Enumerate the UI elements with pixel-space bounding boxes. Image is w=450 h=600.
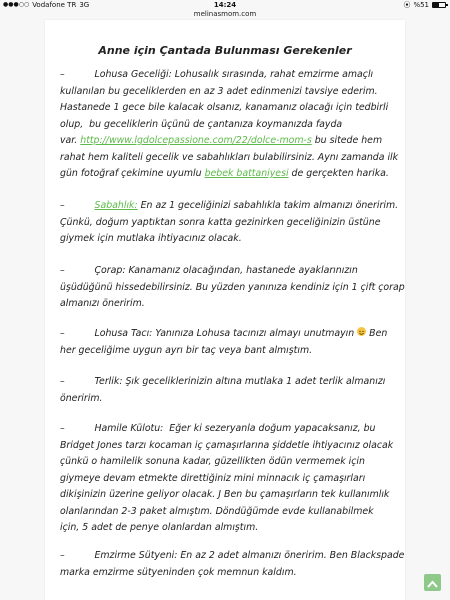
text-line: – Lohusa Geceliği: Lohusalık sırasında, rahat emzirme amaçlı [60,69,374,80]
article-page [45,20,405,600]
paragraph-lohusa-taci [60,326,398,359]
text-line: – Emzirme Sütyeni: En az 2 adet almanızı öneririm. Ben Blackspade [60,550,405,561]
text-line: her geceliğime uygun ayrı bir taç veya bant almıştım. [60,344,313,356]
battery-icon [432,2,446,8]
text-line: öneririm. [60,392,103,404]
paragraph-hamile-kulotu [60,421,398,537]
article-title: Anne için Çantada Bulunması Gerekenler [98,44,352,57]
text-line: gün fotoğraf çekimine uyumlu [60,168,205,179]
paragraph-terlik [60,374,398,407]
status-time: 14:24 [213,1,237,9]
network-type: 3G [79,1,90,9]
paragraph-sabahlik [60,198,398,248]
shop-link[interactable]: http://www.lgdolcepassione.com/22/dolce-mom-s [80,135,312,146]
paragraph-corap [60,263,405,313]
smiley-icon [357,327,366,336]
text-line: çünkü o hamilelik sonuna kadar, güzellikten ödün vermemek için [60,456,365,467]
chevron-up-icon [427,573,438,592]
text-line: – Çorap: Kanamanız olacağından, hastanede ayaklarınızın [60,265,358,276]
text-line: de gerçekten harika. [288,168,389,179]
paragraph-emzirme-sutyeni [60,548,405,581]
text-line: Bridget Jones tarzı kocaman iç çamaşırlarına şiddetle ihtiyacınız olacak [60,439,394,451]
status-right [403,0,446,10]
text-line: için, 5 adet de penye olanlardan almıştım. [60,522,259,533]
text-line: almanızı öneririm. [60,298,145,309]
paragraph-lohusa-geceligi [60,67,398,183]
text-line: olup, bu geceliklerin üçünü de çantanıza koymanızda fayda [60,118,343,130]
text-line: – Lohusa Tacı: Yanınıza Lohusa tacınızı almayı unutmayın [60,328,358,339]
text-line: – Terlik: Şık geceliklerinizin altına mutlaka 1 adet terlik almanızı [60,376,386,387]
text-line: En az 1 geceliğinizi sabahlıkla takim almanızı öneririm. [137,200,399,211]
scroll-to-top-button[interactable] [424,574,441,591]
text-line: – [60,200,95,211]
baby-blanket-link[interactable]: bebek battaniyesi [204,168,289,179]
text-line: dikişinizin üzerine geliyor olacak. J Ben bu çamaşırların tek kullanımlık [60,489,390,500]
text-line: Çünkü, doğum yaptıktan sonra katta gezinirken geceliğinizin üstüne [60,216,381,228]
text-line: üşüdüğünü hissedebilirsiniz. Bu yüzden yanınıza kendiniz için 1 çift çorap [60,281,405,293]
text-line: marka emzirme sütyeninden çok memnun kaldım. [60,566,297,578]
sabahlik-link[interactable]: Sabahlık: [94,200,138,211]
text-line: Hastanede 1 gece bile kalacak olsanız, kanamanız olacağı için tedbirli [60,102,389,113]
text-line: Ben [366,328,388,339]
signal-icon: ●●●○○ [3,1,30,8]
text-line: olanlarından 2-3 paket almıştım. Döndüğümde evde kullanabilmek [60,505,374,517]
text-line: var. [60,135,81,146]
alarm-icon: ⦿ [403,1,411,9]
carrier-name: Vodafone TR [32,1,77,9]
status-bar [0,0,450,10]
text-line: bu sitede hem [311,135,383,146]
text-line: rahat hem kaliteli gecelik ve sabahlıkları bulabilirsiniz. Aynı zamanda ilk [60,151,399,163]
text-line: giymeye devam etmekte direttiğiniz mini minnacık iç çamaşırları [60,472,366,484]
text-line: kullanılan bu geceliklerden en az 3 adet edinmenizi tavsiye ederim. [60,85,378,97]
text-line: – Hamile Külotu: Eğer ki sezeryanla doğum yapacaksanız, bu [60,423,376,434]
address-bar[interactable]: melinasmom.com [193,10,257,18]
text-line: giymek için mutlaka ihtiyacınız olacak. [60,233,242,244]
battery-percent: %51 [413,1,429,9]
